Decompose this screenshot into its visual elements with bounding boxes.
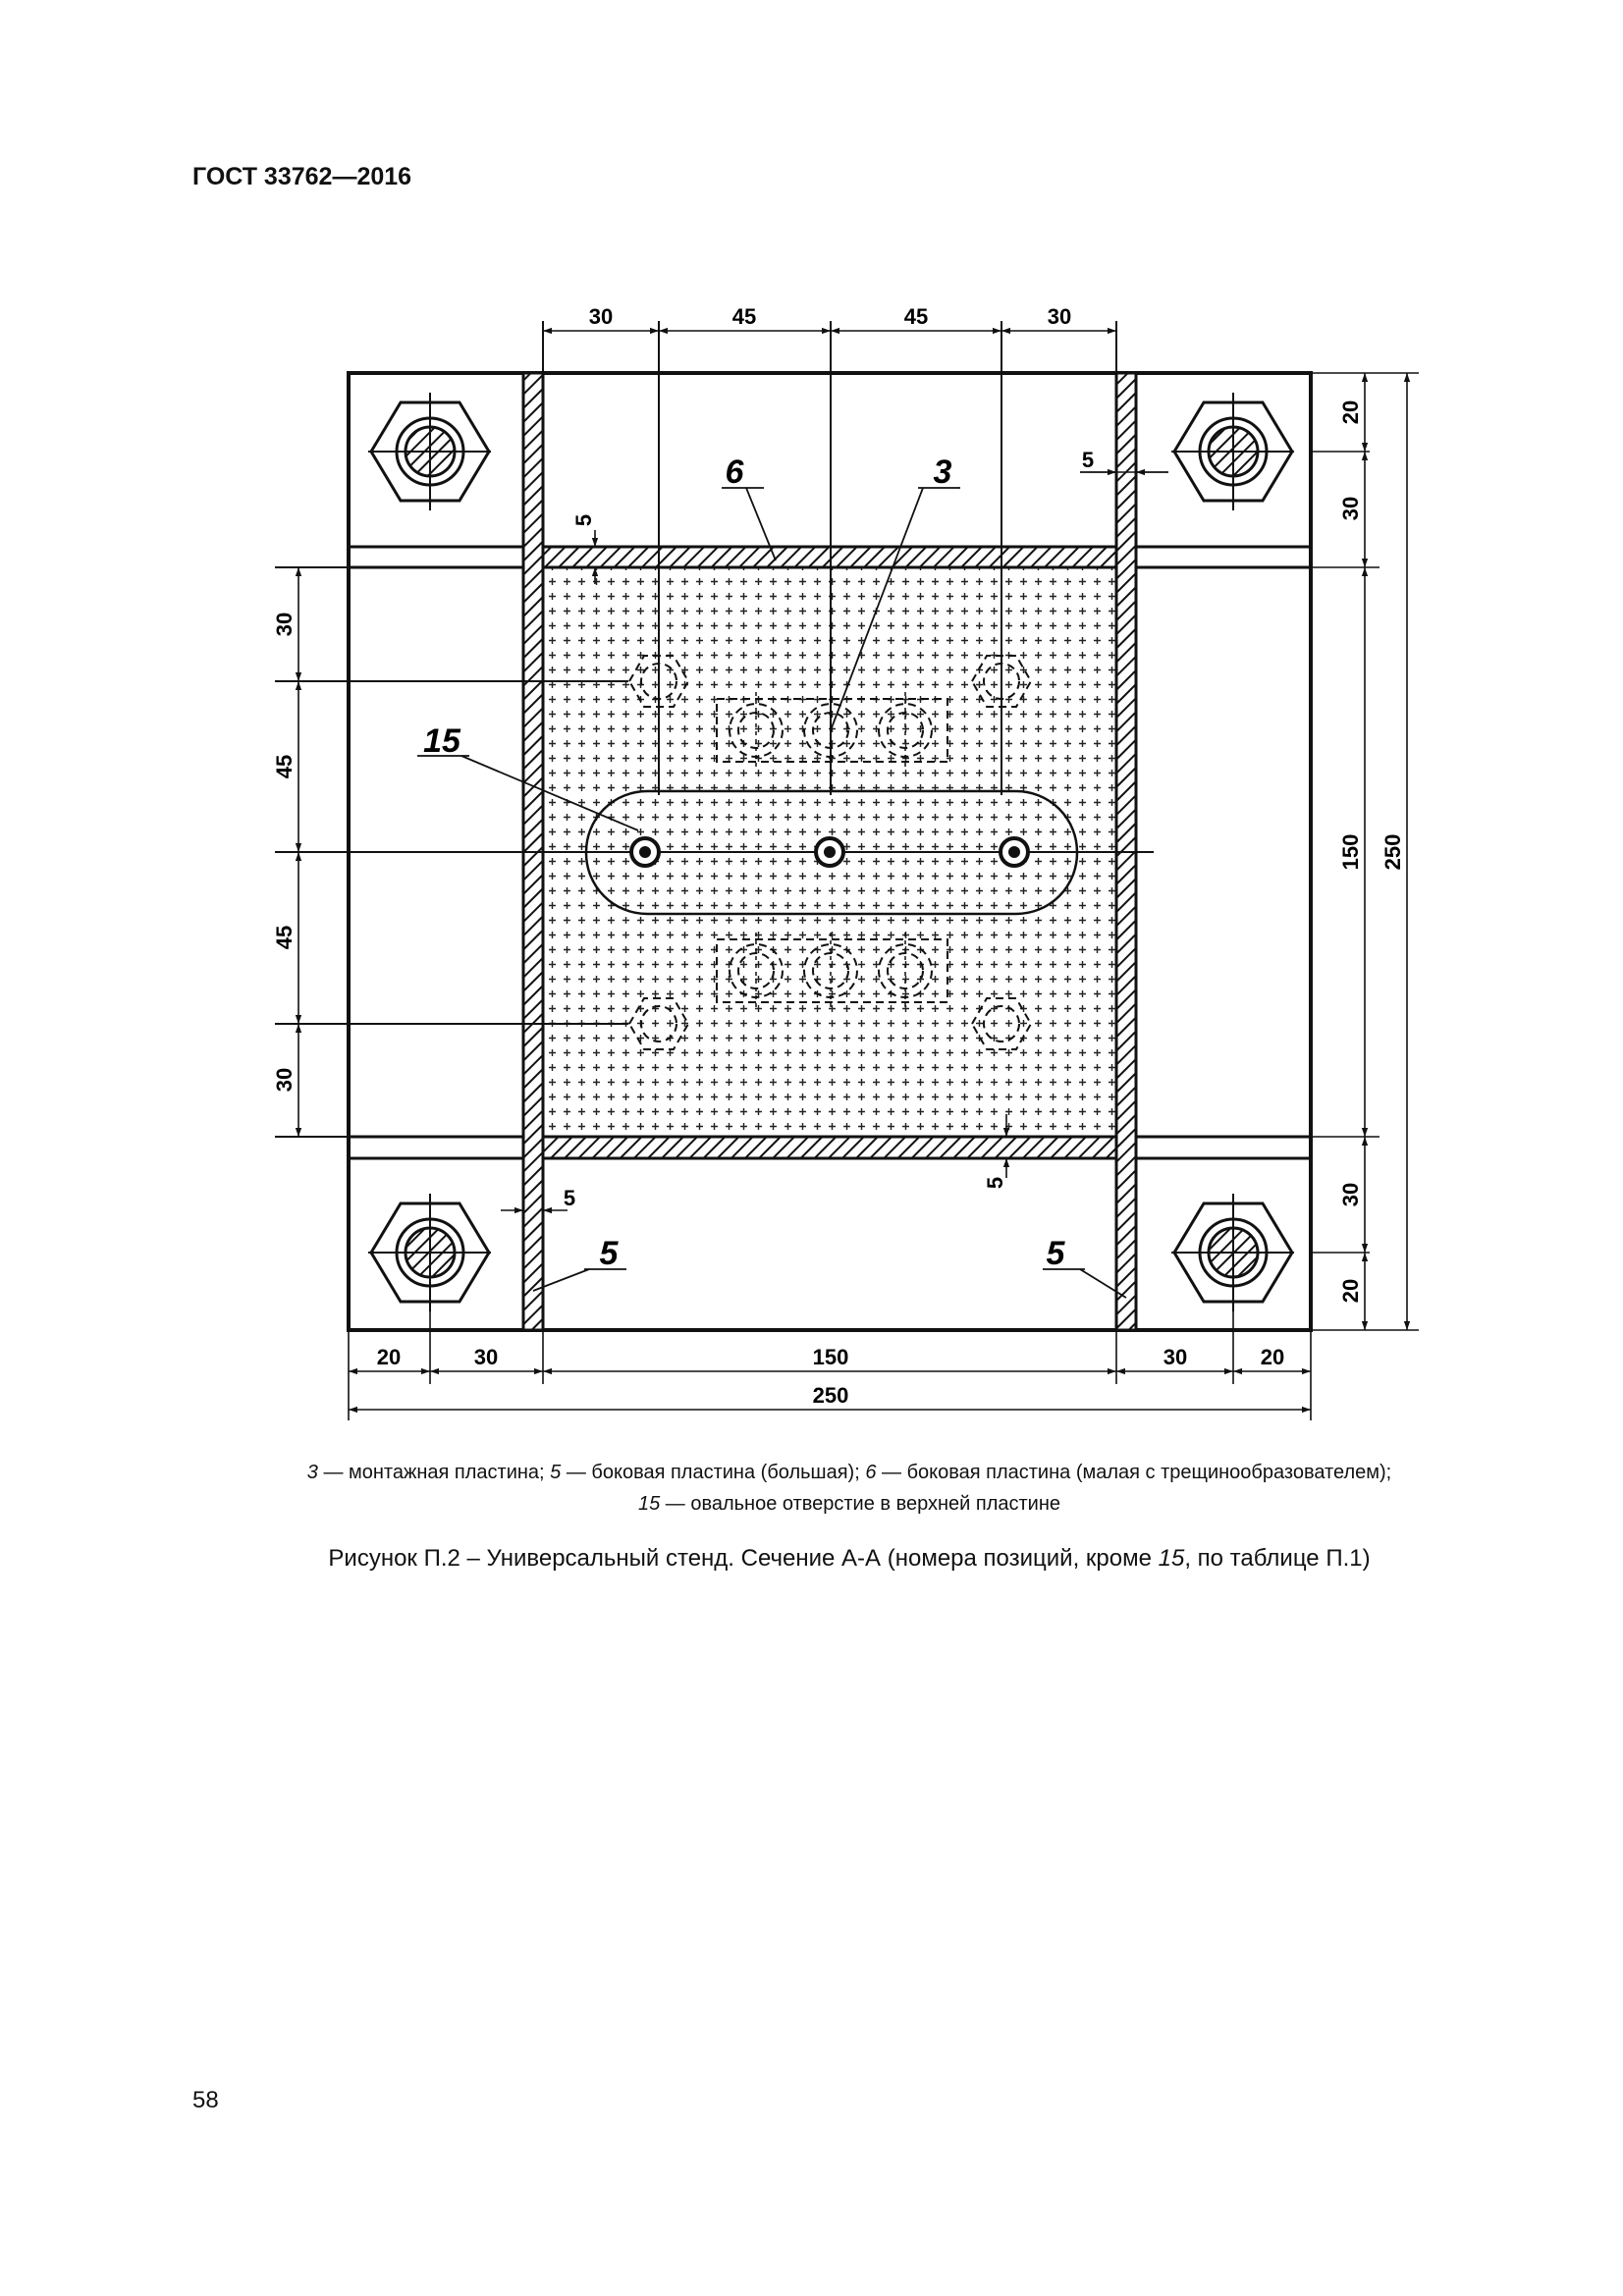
dim-right-top-20: 20 [1338,400,1363,425]
dim-bottom-30-left: 30 [473,1345,499,1369]
page-number: 58 [192,2087,219,2113]
callout-5-left: 5 [599,1235,619,1272]
dim-top-1: 30 [588,304,614,329]
legend-text-5: — боковая пластина (большая); [561,1462,866,1483]
legend-text-6: — боковая пластина (малая с трещинообразователем); [876,1462,1392,1483]
dim-small-top-left: 5 [571,513,596,527]
dim-bottom-250: 250 [812,1383,849,1408]
dim-small-top-right: 5 [1081,448,1095,472]
legend-num-6: 6 [865,1462,877,1483]
document-header: ГОСТ 33762—2016 [192,163,412,190]
dim-right-250: 250 [1380,833,1405,871]
dim-left-1: 30 [272,612,297,637]
dim-right-150: 150 [1338,833,1363,871]
dim-bottom-20-right: 20 [1260,1345,1285,1369]
caption-before: Рисунок П.2 – Универсальный стенд. Сечение А-А (номера позиций, кроме [328,1545,1159,1572]
dim-right-bot-30: 30 [1338,1182,1363,1207]
legend-text-3: — монтажная пластина; [317,1462,551,1483]
callout-5-right: 5 [1046,1235,1065,1272]
figure-legend [147,1457,1551,1520]
dim-small-bottom-mid: 5 [983,1176,1007,1190]
dim-small-bottom-left: 5 [563,1186,576,1210]
dim-left-3: 45 [272,925,297,950]
callout-15: 15 [423,722,460,760]
caption-after: , по таблице П.1) [1184,1545,1371,1572]
legend-num-15: 15 [637,1493,661,1515]
dim-right-bot-20: 20 [1338,1278,1363,1304]
callout-6: 6 [725,454,744,491]
callout-3: 3 [933,454,952,491]
dim-right-top-30: 30 [1338,496,1363,521]
dim-top-4: 30 [1047,304,1072,329]
dim-top-2: 45 [731,304,757,329]
dim-bottom-150: 150 [812,1345,849,1369]
caption-num: 15 [1158,1545,1185,1572]
dim-top-3: 45 [903,304,929,329]
legend-text-15: — овальное отверстие в верхней пластине [660,1493,1061,1515]
dim-bottom-20-left: 20 [376,1345,402,1369]
legend-num-3: 3 [306,1462,318,1483]
legend-num-5: 5 [550,1462,562,1483]
figure-caption [147,1545,1551,1573]
dim-left-2: 45 [272,754,297,779]
dim-left-4: 30 [272,1067,297,1093]
small-plate-bottom [543,1137,1116,1158]
dim-bottom-30-right: 30 [1163,1345,1188,1369]
